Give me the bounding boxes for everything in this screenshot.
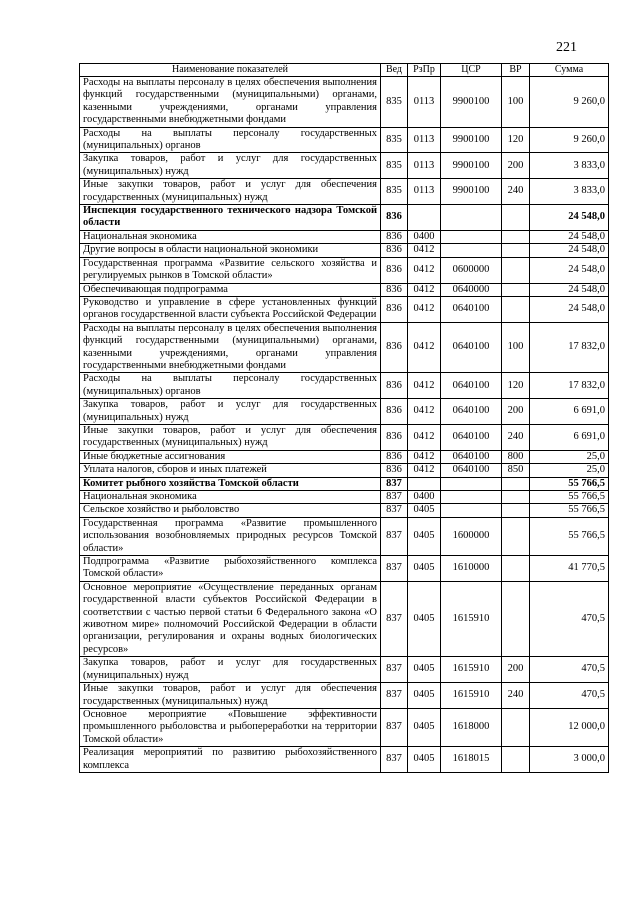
row-vr	[502, 205, 530, 231]
row-sum: 9 260,0	[530, 77, 609, 128]
row-sum: 25,0	[530, 464, 609, 477]
table-row	[80, 257, 609, 283]
row-rzpr: 0405	[408, 708, 441, 746]
row-sum: 17 832,0	[530, 322, 609, 373]
row-ved: 835	[381, 127, 408, 153]
row-vr	[502, 517, 530, 555]
row-vr	[502, 504, 530, 517]
table-row	[80, 127, 609, 153]
row-csr: 0640000	[441, 283, 502, 296]
table-header-row	[80, 64, 609, 77]
row-vr	[502, 747, 530, 773]
row-rzpr: 0412	[408, 283, 441, 296]
column-header-rzpr: РзПр	[408, 64, 441, 77]
row-vr	[502, 581, 530, 656]
row-name: Обеспечивающая подпрограмма	[80, 283, 381, 296]
row-vr	[502, 257, 530, 283]
row-csr: 1618000	[441, 708, 502, 746]
table-row	[80, 283, 609, 296]
row-sum: 12 000,0	[530, 708, 609, 746]
row-name: Закупка товаров, работ и услуг для государственных (муниципальных) нужд	[80, 153, 381, 179]
row-name: Иные закупки товаров, работ и услуг для обеспечения государственных (муниципальных) нужд	[80, 179, 381, 205]
row-csr: 0640100	[441, 373, 502, 399]
row-sum: 24 548,0	[530, 296, 609, 322]
table-row	[80, 747, 609, 773]
row-ved: 837	[381, 491, 408, 504]
row-vr	[502, 477, 530, 490]
row-sum: 24 548,0	[530, 283, 609, 296]
row-name: Основное мероприятие «Осуществление переданных органам государственной власти субъектов Российской Федерации в соответствии с частью первой статьи 6 Федерального закона «О животном мире» полномочий Российской Федерации в области организации, регулирования и охраны водных биологических ресурсов»	[80, 581, 381, 656]
row-rzpr: 0405	[408, 556, 441, 582]
row-ved: 835	[381, 153, 408, 179]
row-name: Расходы на выплаты персоналу в целях обеспечения выполнения функций государственными (муниципальными) органами, казенными учреждениями, органами управления государственными внебюджетными фондами	[80, 77, 381, 128]
table-row	[80, 179, 609, 205]
row-ved: 836	[381, 244, 408, 257]
row-name: Закупка товаров, работ и услуг для государственных (муниципальных) нужд	[80, 399, 381, 425]
row-name: Реализация мероприятий по развитию рыбохозяйственного комплекса	[80, 747, 381, 773]
row-csr	[441, 244, 502, 257]
row-csr: 0640100	[441, 296, 502, 322]
table-row	[80, 296, 609, 322]
row-csr: 0640100	[441, 464, 502, 477]
row-name: Национальная экономика	[80, 491, 381, 504]
row-sum: 55 766,5	[530, 477, 609, 490]
row-name: Иные закупки товаров, работ и услуг для обеспечения государственных (муниципальных) нужд	[80, 683, 381, 709]
table-row	[80, 230, 609, 243]
column-header-name: Наименование показателей	[80, 64, 381, 77]
row-vr: 240	[502, 683, 530, 709]
table-row	[80, 581, 609, 656]
row-ved: 836	[381, 373, 408, 399]
row-vr	[502, 283, 530, 296]
row-vr: 200	[502, 399, 530, 425]
row-csr: 0640100	[441, 450, 502, 463]
row-ved: 837	[381, 504, 408, 517]
column-header-ved: Вед	[381, 64, 408, 77]
table-row	[80, 244, 609, 257]
row-rzpr: 0405	[408, 581, 441, 656]
row-sum: 24 548,0	[530, 230, 609, 243]
row-sum: 6 691,0	[530, 424, 609, 450]
row-rzpr: 0412	[408, 450, 441, 463]
row-csr: 9900100	[441, 77, 502, 128]
row-name: Комитет рыбного хозяйства Томской области	[80, 477, 381, 490]
row-vr: 240	[502, 424, 530, 450]
row-vr: 120	[502, 127, 530, 153]
row-sum: 55 766,5	[530, 517, 609, 555]
row-sum: 6 691,0	[530, 399, 609, 425]
row-csr	[441, 230, 502, 243]
column-header-vr: ВР	[502, 64, 530, 77]
row-name: Другие вопросы в области национальной экономики	[80, 244, 381, 257]
row-name: Государственная программа «Развитие сельского хозяйства и регулируемых рынков в Томской области»	[80, 257, 381, 283]
row-vr: 100	[502, 77, 530, 128]
row-sum: 3 833,0	[530, 179, 609, 205]
row-rzpr: 0113	[408, 153, 441, 179]
table-row	[80, 477, 609, 490]
row-vr	[502, 556, 530, 582]
table-row	[80, 708, 609, 746]
row-csr: 0640100	[441, 424, 502, 450]
row-sum: 24 548,0	[530, 205, 609, 231]
table-row	[80, 205, 609, 231]
row-sum: 470,5	[530, 657, 609, 683]
row-ved: 837	[381, 708, 408, 746]
row-ved: 836	[381, 296, 408, 322]
row-vr	[502, 491, 530, 504]
row-rzpr: 0400	[408, 491, 441, 504]
row-vr: 200	[502, 657, 530, 683]
row-sum: 470,5	[530, 581, 609, 656]
row-ved: 837	[381, 556, 408, 582]
row-name: Сельское хозяйство и рыболовство	[80, 504, 381, 517]
row-rzpr: 0405	[408, 657, 441, 683]
row-csr: 0640100	[441, 399, 502, 425]
row-vr: 100	[502, 322, 530, 373]
row-rzpr: 0405	[408, 504, 441, 517]
table-row	[80, 373, 609, 399]
row-ved: 836	[381, 450, 408, 463]
row-name: Руководство и управление в сфере установленных функций органов государственной власти субъекта Российской Федерации	[80, 296, 381, 322]
row-vr: 850	[502, 464, 530, 477]
row-ved: 835	[381, 179, 408, 205]
table-row	[80, 517, 609, 555]
row-name: Расходы на выплаты персоналу государственных (муниципальных) органов	[80, 127, 381, 153]
table-row	[80, 77, 609, 128]
column-header-sum: Сумма	[530, 64, 609, 77]
row-vr	[502, 244, 530, 257]
row-name: Иные закупки товаров, работ и услуг для обеспечения государственных (муниципальных) нужд	[80, 424, 381, 450]
table-row	[80, 657, 609, 683]
row-rzpr: 0412	[408, 257, 441, 283]
row-ved: 837	[381, 747, 408, 773]
row-csr: 1615910	[441, 581, 502, 656]
row-vr	[502, 230, 530, 243]
table-row	[80, 322, 609, 373]
row-rzpr: 0412	[408, 296, 441, 322]
row-rzpr	[408, 477, 441, 490]
row-rzpr: 0412	[408, 424, 441, 450]
row-ved: 836	[381, 399, 408, 425]
row-vr: 800	[502, 450, 530, 463]
row-csr: 9900100	[441, 127, 502, 153]
row-name: Иные бюджетные ассигнования	[80, 450, 381, 463]
row-csr: 1615910	[441, 657, 502, 683]
row-ved: 836	[381, 322, 408, 373]
row-ved: 837	[381, 683, 408, 709]
row-name: Государственная программа «Развитие промышленного использования возобновляемых природных ресурсов Томской области»	[80, 517, 381, 555]
row-name: Подпрограмма «Развитие рыбохозяйственного комплекса Томской области»	[80, 556, 381, 582]
row-vr: 240	[502, 179, 530, 205]
row-sum: 9 260,0	[530, 127, 609, 153]
row-sum: 55 766,5	[530, 491, 609, 504]
row-rzpr: 0113	[408, 179, 441, 205]
row-ved: 837	[381, 581, 408, 656]
row-rzpr: 0412	[408, 399, 441, 425]
row-rzpr: 0113	[408, 127, 441, 153]
row-sum: 17 832,0	[530, 373, 609, 399]
row-sum: 24 548,0	[530, 244, 609, 257]
row-ved: 837	[381, 657, 408, 683]
row-sum: 55 766,5	[530, 504, 609, 517]
table-row	[80, 491, 609, 504]
row-rzpr: 0400	[408, 230, 441, 243]
row-rzpr: 0412	[408, 464, 441, 477]
row-rzpr: 0405	[408, 517, 441, 555]
row-name: Инспекция государственного технического надзора Томской области	[80, 205, 381, 231]
row-rzpr	[408, 205, 441, 231]
table-row	[80, 683, 609, 709]
row-csr: 0640100	[441, 322, 502, 373]
row-rzpr: 0405	[408, 747, 441, 773]
row-vr: 200	[502, 153, 530, 179]
row-sum: 24 548,0	[530, 257, 609, 283]
row-sum: 41 770,5	[530, 556, 609, 582]
row-name: Расходы на выплаты персоналу в целях обеспечения выполнения функций государственными (муниципальными) органами, казенными учреждениями, органами управления государственными внебюджетными фондами	[80, 322, 381, 373]
row-csr	[441, 477, 502, 490]
row-csr: 0600000	[441, 257, 502, 283]
row-csr	[441, 504, 502, 517]
table-row	[80, 464, 609, 477]
row-csr: 1618015	[441, 747, 502, 773]
row-ved: 835	[381, 77, 408, 128]
row-ved: 836	[381, 205, 408, 231]
row-vr	[502, 296, 530, 322]
column-header-csr: ЦСР	[441, 64, 502, 77]
row-rzpr: 0412	[408, 322, 441, 373]
row-sum: 3 000,0	[530, 747, 609, 773]
row-rzpr: 0113	[408, 77, 441, 128]
row-vr: 120	[502, 373, 530, 399]
row-name: Расходы на выплаты персоналу государственных (муниципальных) органов	[80, 373, 381, 399]
row-ved: 836	[381, 283, 408, 296]
row-ved: 837	[381, 517, 408, 555]
row-csr: 9900100	[441, 153, 502, 179]
row-name: Национальная экономика	[80, 230, 381, 243]
table-row	[80, 556, 609, 582]
row-csr: 1615910	[441, 683, 502, 709]
budget-table	[79, 63, 609, 773]
row-csr: 9900100	[441, 179, 502, 205]
row-name: Уплата налогов, сборов и иных платежей	[80, 464, 381, 477]
table-body	[80, 77, 609, 773]
row-csr	[441, 491, 502, 504]
row-ved: 836	[381, 464, 408, 477]
row-sum: 25,0	[530, 450, 609, 463]
table-row	[80, 504, 609, 517]
table-row	[80, 424, 609, 450]
row-csr	[441, 205, 502, 231]
row-csr: 1610000	[441, 556, 502, 582]
row-sum: 3 833,0	[530, 153, 609, 179]
row-csr: 1600000	[441, 517, 502, 555]
row-rzpr: 0412	[408, 244, 441, 257]
page-number: 221	[556, 40, 577, 55]
row-sum: 470,5	[530, 683, 609, 709]
row-ved: 836	[381, 424, 408, 450]
row-ved: 837	[381, 477, 408, 490]
table-row	[80, 399, 609, 425]
table-row	[80, 153, 609, 179]
row-vr	[502, 708, 530, 746]
row-rzpr: 0405	[408, 683, 441, 709]
table-row	[80, 450, 609, 463]
row-rzpr: 0412	[408, 373, 441, 399]
row-ved: 836	[381, 230, 408, 243]
row-name: Закупка товаров, работ и услуг для государственных (муниципальных) нужд	[80, 657, 381, 683]
row-ved: 836	[381, 257, 408, 283]
row-name: Основное мероприятие «Повышение эффективности промышленного рыболовства и рыбопереработки на территории Томской области»	[80, 708, 381, 746]
